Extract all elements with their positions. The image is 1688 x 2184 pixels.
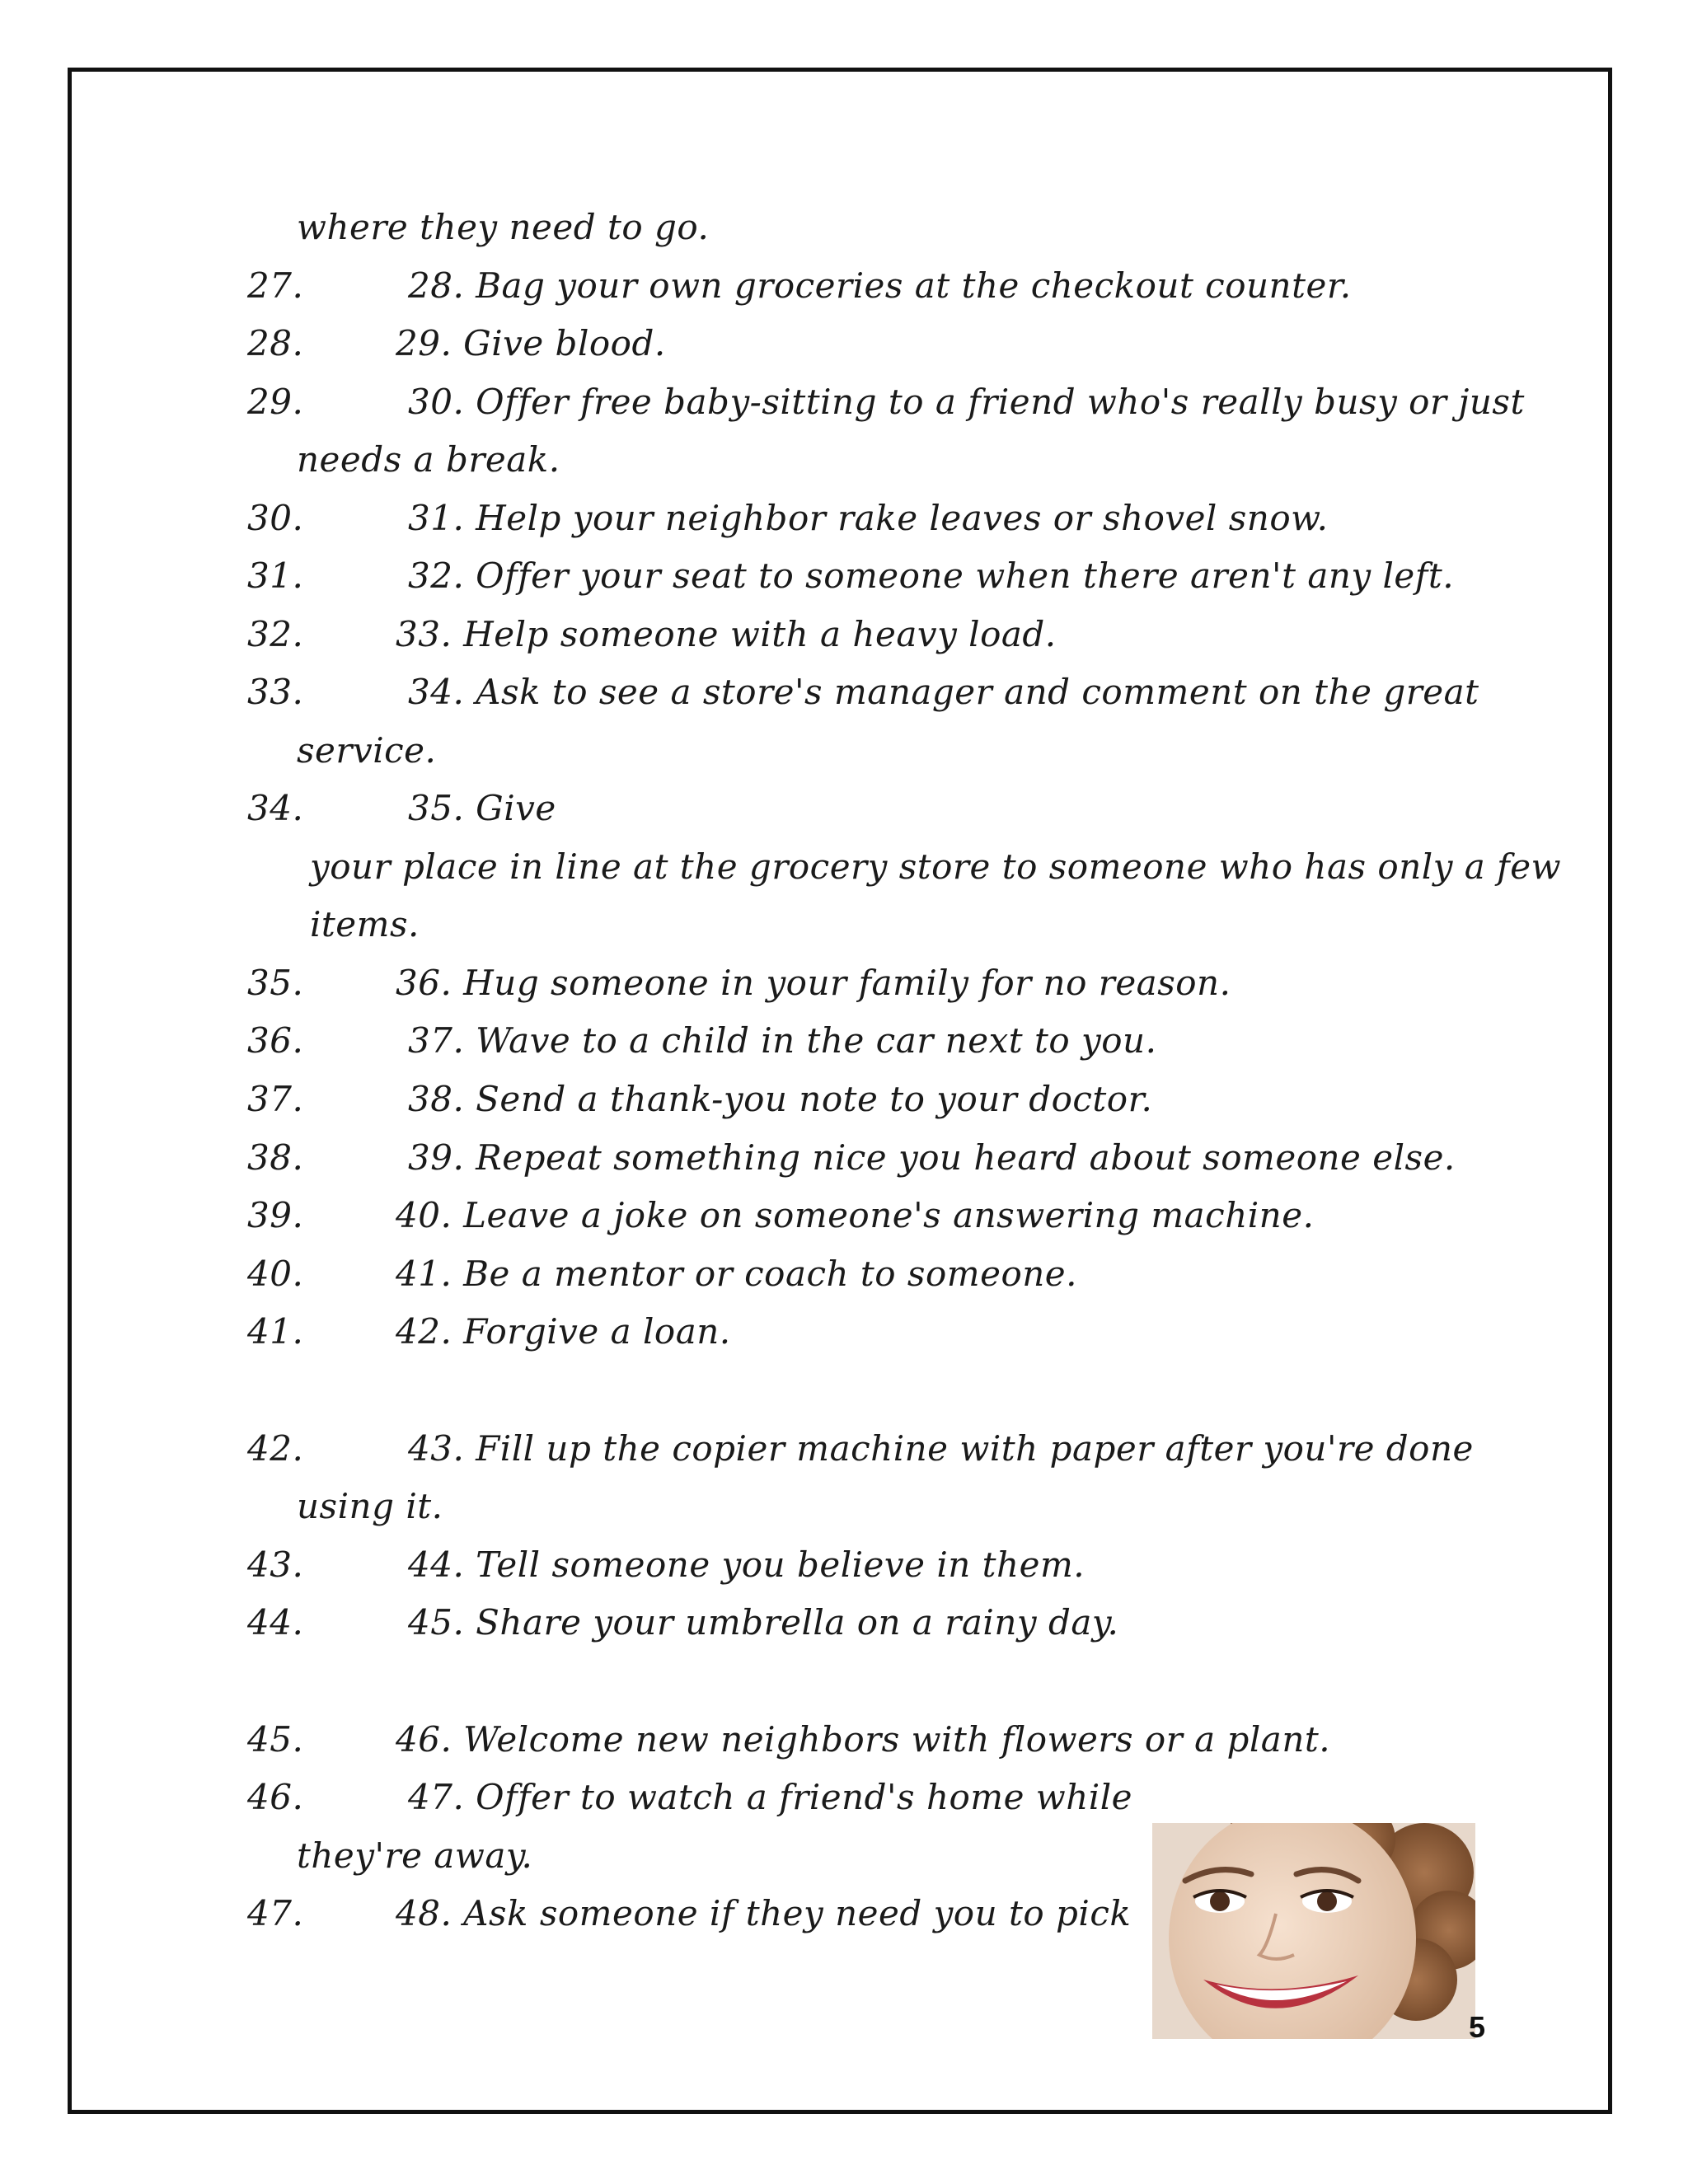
line-text: where they need to go.	[297, 207, 710, 247]
item-number: 27.	[247, 265, 304, 306]
item-number: 37.	[247, 1079, 304, 1119]
list-item	[247, 1309, 731, 1355]
item-number: 40.	[247, 1254, 304, 1294]
list-item	[247, 1542, 1085, 1588]
item-number: 47.	[247, 1893, 304, 1933]
list-item	[247, 1717, 1330, 1763]
list-item	[247, 1774, 1132, 1821]
item-text: 48. Ask someone if they need you to pick	[396, 1893, 1132, 1933]
list-item	[247, 1193, 1314, 1239]
item-text: 39. Repeat something nice you heard about someone else.	[408, 1137, 1456, 1178]
item-number: 32.	[247, 614, 304, 654]
item-text: 32. Offer your seat to someone when there aren't any left.	[408, 555, 1455, 596]
list-line	[297, 1833, 532, 1879]
list-item	[247, 321, 666, 367]
list-item	[247, 263, 1352, 309]
item-number: 38.	[247, 1137, 304, 1178]
item-number: 46.	[247, 1777, 304, 1817]
line-text: needs a break.	[297, 439, 560, 480]
smiling-woman-photo	[1152, 1823, 1475, 2039]
list-item	[247, 960, 1231, 1006]
list-item	[247, 1135, 1456, 1181]
item-number: 28.	[247, 323, 304, 363]
item-text: 44. Tell someone you believe in them.	[408, 1544, 1085, 1585]
item-text: 45. Share your umbrella on a rainy day.	[408, 1602, 1119, 1643]
list-item	[247, 1600, 1118, 1646]
page-number-value: 5	[1468, 2010, 1485, 2044]
list-line	[297, 437, 560, 483]
item-number: 35.	[247, 963, 304, 1003]
line-text: service.	[297, 730, 437, 771]
item-text: 42. Forgive a loan.	[396, 1311, 731, 1352]
item-text: 29. Give blood.	[396, 323, 666, 363]
item-text: 41. Be a mentor or coach to someone.	[396, 1254, 1077, 1294]
item-number: 30.	[247, 498, 304, 538]
list-item	[247, 379, 1525, 425]
item-text: 36. Hug someone in your family for no reason.	[396, 963, 1231, 1003]
list-item	[247, 553, 1454, 599]
item-number: 44.	[247, 1602, 304, 1643]
portrait-illustration	[1152, 1823, 1475, 2039]
list-line	[297, 728, 436, 774]
item-number: 34.	[247, 788, 304, 828]
item-number: 41.	[247, 1311, 304, 1352]
list-line	[310, 902, 420, 948]
item-text: 37. Wave to a child in the car next to you.	[408, 1020, 1157, 1061]
line-text: they're away.	[297, 1835, 533, 1876]
list-item	[247, 785, 556, 832]
list-line	[310, 844, 1561, 890]
item-number: 29.	[247, 382, 304, 422]
list-item	[247, 669, 1479, 715]
list-item	[247, 612, 1057, 658]
item-text: 28. Bag your own groceries at the checkout counter.	[408, 265, 1352, 306]
list-item	[247, 1426, 1474, 1472]
list-line	[297, 204, 709, 251]
item-number: 31.	[247, 555, 304, 596]
line-text: items.	[310, 904, 420, 944]
item-text: 40. Leave a joke on someone's answering machine.	[396, 1195, 1315, 1235]
list-line	[297, 1483, 443, 1530]
item-text: 46. Welcome new neighbors with flowers or a plant.	[396, 1719, 1331, 1760]
page-number	[1312, 2008, 1485, 2047]
item-text: 43. Fill up the copier machine with paper after you're done	[408, 1428, 1474, 1469]
list-item	[247, 1076, 1152, 1122]
item-text: 33. Help someone with a heavy load.	[396, 614, 1057, 654]
item-number: 43.	[247, 1544, 304, 1585]
item-text: 47. Offer to watch a friend's home while	[408, 1777, 1133, 1817]
item-text: 38. Send a thank-you note to your doctor.	[408, 1079, 1153, 1119]
line-text: using it.	[297, 1486, 443, 1526]
item-number: 45.	[247, 1719, 304, 1760]
item-number: 39.	[247, 1195, 304, 1235]
list-item	[247, 1891, 1131, 1937]
list-item	[247, 495, 1328, 541]
item-text: 34. Ask to see a store's manager and comment on the great	[408, 672, 1479, 712]
item-text: 30. Offer free baby-sitting to a friend who's really busy or just	[408, 382, 1525, 422]
item-number: 33.	[247, 672, 304, 712]
item-number: 42.	[247, 1428, 304, 1469]
list-item	[247, 1251, 1077, 1297]
line-text: your place in line at the grocery store to someone who has only a few	[310, 846, 1562, 887]
item-number: 36.	[247, 1020, 304, 1061]
item-text: 35. Give	[408, 788, 556, 828]
item-text: 31. Help your neighbor rake leaves or shovel snow.	[408, 498, 1329, 538]
list-item	[247, 1018, 1156, 1064]
